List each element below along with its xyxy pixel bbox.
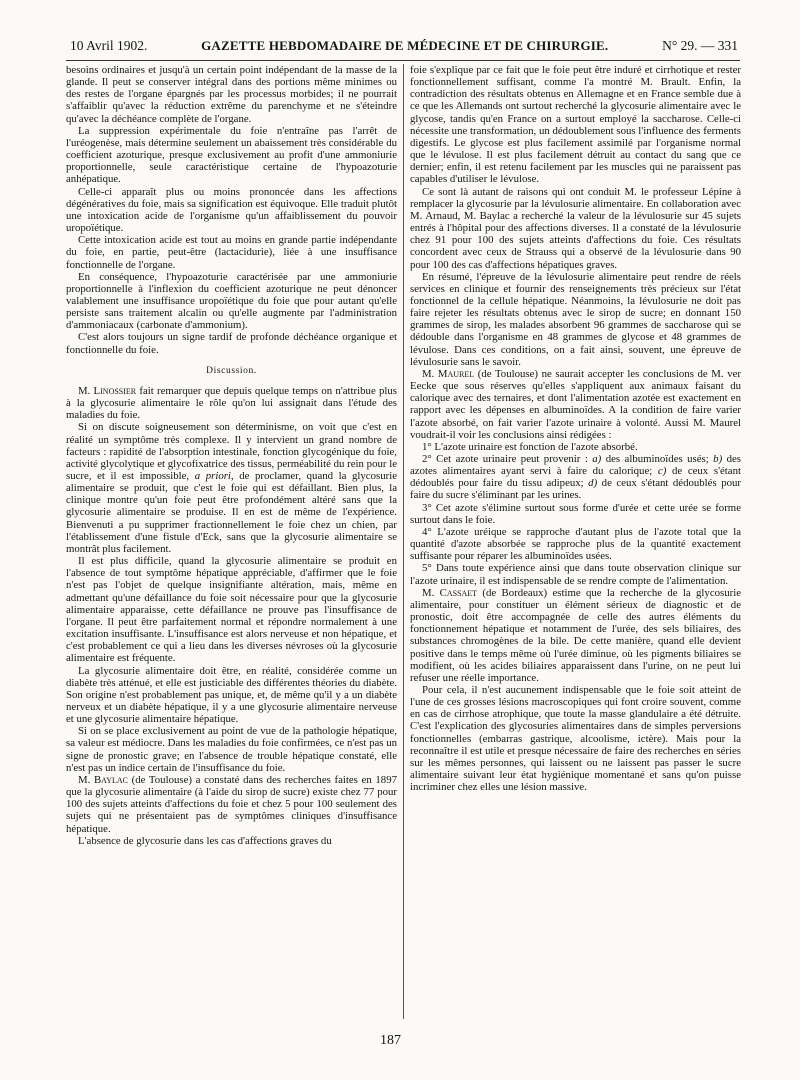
speaker-name: M. Baylac [78,773,128,786]
conclusion-text: de ceux s'étant dédoublés pour faire du sucre s'éliminant par les urines. [410,477,741,502]
list-letter: d) [588,477,598,490]
paragraph: Ce sont là autant de raisons qui ont conduit M. le professeur Lépine à remplacer la glycosurie par la lévulosurie alimentaire. En collaboration avec M. Arnaud, M. Baylac a recherché la valeur de la lévulosurie sur 45 sujets entrés à l'hôpital pour des affections diverses. Il a constaté de la lévulosurie chez 91 pour 100 des sujets atteints d'affections du foie. Ces résultats concordent avec ceux de Strauss qui a observé de la lévulosurie dans 90 pour 100 des cas d'affections hépatiques graves. [410,185,741,271]
left-column [66,64,397,847]
issue-page-number: N° 29. — 331 [662,38,738,53]
header-date: 10 Avril 1902. [70,38,148,53]
conclusion-text: de ceux s'étant dédoublés pour faire du tissu adipeux; [410,465,741,490]
paragraph [66,385,397,421]
paragraph: Si on se place exclusivement au point de vue de la pathologie hépatique, sa valeur est médiocre. Dans les maladies du foie confirmées, ce n'est pas un signe de pronostic grave; en l'absence de trouble hépatique constaté, elle n'est pas un indice certain de l'insuffisance du foie. [66,725,397,774]
paragraph-text: (de Bordeaux) estime que la recherche de la glycosurie alimentaire, pour constituer un élément sérieux de diagnostic et de pronostic, doit être accompagnée de celle des autres éléments du fonctionnement hépatique et notamment de l'urée, des sels biliaires, des substances chromogènes de la bile. De cette manière, quand elle devient positive dans le temps même où l'urée diminue, où les pigments biliaires se modifient, où les acides biliaires apparaissent dans l'urine, on ne peut lui refuser une réelle importance. [410,586,741,684]
conclusion-text: 2° Cet azote urinaire peut provenir : [422,453,593,465]
speaker-name: M. Cassaet [422,586,478,599]
paragraph: La glycosurie alimentaire doit être, en réalité, considérée comme un diabète très atténué, et elle est justiciable des différentes théories du diabète. Son origine n'est probablement pas unique, et, de même qu'il y a un diabète nerveux et un diabète hépatique, il y a une glycosurie alimentaire nerveuse et une glycosurie alimentaire hépatique. [66,664,397,726]
paragraph: C'est alors toujours un signe tardif de profonde déchéance organique et fonctionnelle du foie. [66,331,397,356]
paragraph: L'absence de glycosurie dans les cas d'affections graves du [78,834,332,847]
running-header [70,38,738,54]
paragraph: Celle-ci apparaît plus ou moins prononcée dans les affections dégénératives du foie, mais sa signification est équivoque. Elle traduit plutôt une intoxication acide de l'organisme qu'un affaiblissement du pouvoir uropoïétique. [66,185,397,235]
list-letter: a) [592,453,602,465]
conclusion-item: 1° L'azote urinaire est fonction de l'azote absorbé. [422,440,638,453]
paragraph-text: (de Toulouse) ne saurait accepter les conclusions de M. ver Eecke que sous réserves qu'elles s'appliquent aux animaux faisant du calorique avec des ternaires, et dont l'alimentation azotée est exactement en rapport avec les dépenses en albuminoïdes. A la condition de faire varier l'azote absorbé, on fait varier l'azote urinaire à volonté. Aussi M. Maurel voudrait-il voir les conclusions ainsi rédigées : [410,367,742,441]
paragraph [66,774,397,835]
header-rule [66,60,740,61]
paragraph-text: , de proclamer, quand la glycosurie alimentaire se produit, que c'est le foie qui est défaillant. Bien plus, la clinique montre qu'un foie peut être profondément altéré sans que la glycosurie alimentaire se produise. Il en est de même de l'expérience. Bienvenuti a pu supprimer fractionnellement le foie chez un chien, par l'établissement d'une fistule d'Eck, sans que la glycosurie alimentaire se montrât plus facilement. [66,470,397,555]
paragraph-text: fait remarquer que depuis quelque temps on n'attribue plus à la glycosurie alimentaire le rôle qu'on lui assignait dans l'étude des maladies du foie. [66,384,397,422]
conclusion-item: 3° Cet azote s'élimine surtout sous forme d'urée et cette urée se forme surtout dans le foie. [410,501,741,526]
paragraph: La suppression expérimentale du foie n'entraîne pas l'arrêt de l'uréogenèse, mais détermine seulement un abaissement très considérable du coefficient azoturique, presque exclusivement au profit d'une ammoniurie proportionnelle, seule caractéristique certaine de l'hypoazoturie anhépatique. [66,124,397,186]
paragraph: foie s'explique par ce fait que le foie peut être induré et cirrhotique et rester fonctionnellement suffisant, comme l'a montré M. Brault. Enfin, la contradiction des résultats obtenus en Allemagne et en France semble due à ce que les Allemands ont surtout recherché la glycosurie alimentaire avec le glycose, tandis qu'en France on a surtout employé la saccharose. Celle-ci nécessite une transformation, un dédoublement sous l'influence des ferments digestifs. Le glycose est plus facilement assimilé par l'organisme normal que le lévulose. Il est plus facilement détruit au contact du sang que ce dernier; enfin, il est retenu facilement par les muscles qui ne paraissent pas capables d'utiliser le lévulose. [410,64,741,186]
paragraph [66,421,397,555]
list-letter: b) [713,453,723,465]
conclusion-item: 4° L'azote uréique se rapproche d'autant plus de l'azote total que la quantité d'azote absorbée se rapproche plus de la quantité exactement suffisante pour réparer les albuminoïdes usées. [410,525,741,563]
journal-title: GAZETTE HEBDOMADAIRE DE MÉDECINE ET DE CHIRURGIE. [201,38,609,53]
emphasis: a priori [194,470,231,482]
folio-number: 187 [380,1033,401,1048]
paragraph: En conséquence, l'hypoazoturie caractérisée par une ammoniurie proportionnelle à l'inflexion du coefficient azoturique ne peut dénoncer valablement une insuffisance uropoïétique du foie que pour autant qu'elle persiste sans traitement alcalin ou qu'elle augmente par l'administration d'ammoniacaux (carbonate d'ammonium). [66,270,397,332]
section-heading-discussion: Discussion. [206,365,257,376]
conclusion-text: des azotes alimentaires ayant servi à faire du calorique; [410,453,741,478]
paragraph-text: Si on discute soigneusement son déterminisme, on voit que c'est en réalité un symptôme très complexe. Il y intervient un grand nombre de facteurs : rapidité de l'absorption intestinale, fonction glycogénique du foie, activité glycolytique et glycofixatrice des tissus, perméabilité du rein pour le sucre, et il est impossible, [66,421,397,482]
speaker-name: M. Linossier [78,384,137,397]
paragraph: Pour cela, il n'est aucunement indispensable que le foie soit atteint de l'une de ces grosses lésions macroscopiques qui font croire souvent, comme en cas de cirrhose atrophique, que toute la masse glandulaire a été détruite. C'est l'explication des glycosuries alimentaires dans de simples perversions fonctionnelles (embarras gastrique, alcoolisme, ictère). Mais pour la reconnaître il est utile et presque nécessaire de faire des recherches en séries sur les mêmes personnes, qui laissent ou ne laissent pas passer le sucre alimentaire suivant leur état hygiénique momentané et sans qu'on puisse incriminer chez elles une lésion massive. [410,683,741,794]
column-divider [403,64,404,1019]
conclusion-item: 5° Dans toute expérience ainsi que dans toute observation clinique sur l'azote urinaire, il est indispensable de se rendre compte de l'alimentation. [410,562,741,587]
right-column [410,64,741,793]
paragraph [410,587,741,684]
paragraph: En résumé, l'épreuve de la lévulosurie alimentaire peut rendre de réels services en clinique et fournir des renseignements très précieux sur l'état fonctionnel de la cellule hépatique. Néanmoins, la lévulosurie ne doit pas faire rejeter les résultats obtenus avec le sirop de sucre; en donnant 150 grammes de sirop, les malades absorbent 96 grammes de saccharose qui se dédouble dans l'organisme en 48 grammes de glycose et 48 grammes de lévulose. Dans ces conditions, on a fait ainsi, souvent, une épreuve de lévulosurie sans le savoir. [410,270,741,368]
list-letter: c) [657,465,667,478]
paragraph: besoins ordinaires et jusqu'à un certain point indépendant de la masse de la glande. Il peut se conserver intégral dans des portions même minimes ou des restes de l'organe épargnés par les processus morbides; il ne pourrait s'affaiblir qu'avec la réduction extrême du parenchyme et ne s'éteindre qu'avec la déchéance complète de l'organe. [66,64,397,125]
conclusion-text: des albuminoïdes usés; [601,453,714,465]
conclusion-item [410,453,741,502]
paragraph-text: (de Toulouse) a constaté dans des recherches faites en 1897 que la glycosurie alimentaire (à l'aide du sirop de sucre) existe chez 77 pour 100 des sujets atteints d'affections du foie et chez 5 pour 100 seulement des sujets qui ne présentaient pas de symptômes cliniques d'insuffisance hépatique. [66,773,397,835]
paragraph: Cette intoxication acide est tout au moins en grande partie indépendante du foie, en partie, peut-être (lactacidurie), liée à une insuffisance fonctionnelle de l'organe. [66,234,397,271]
speaker-name: M. Maurel [422,367,475,380]
paragraph [410,368,741,441]
paragraph: Il est plus difficile, quand la glycosurie alimentaire se produit en l'absence de tout symptôme hépatique appréciable, d'affirmer que le foie n'est pas l'objet de quelque insignifiante altération, mais, même en admettant qu'une défaillance du foie soit nécessaire pour que la glycosurie alimentaire apparaisse, cette défaillance ne prouve pas l'insuffisance de l'organe. Il peut être parfaitement normal et répondre normalement à une excitation insuffisante. L'insuffisance est alors nerveuse et non hépatique, et c'est probablement ce qui a lieu dans les diverses névroses où la glycosurie alimentaire est fréquente. [66,555,397,665]
